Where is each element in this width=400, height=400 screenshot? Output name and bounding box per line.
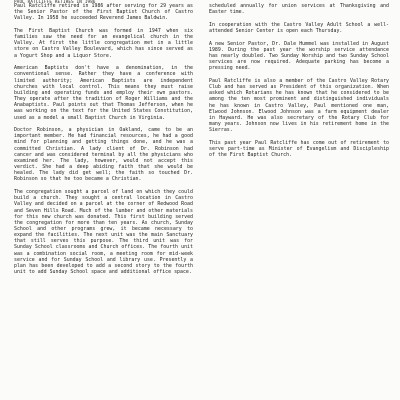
paragraph: This past year Paul Ratcliffe has come out of retirement to serve part-time as Minister of Evangelism and Discipleship of the First Baptist Church. <box>209 139 389 159</box>
paragraph: The First Baptist Church was formed in 1947 when six families saw the need for an evangelical church in the Valley. At first the little congregation met in a little store on Castro Valley Boulevard, which has since served as a Yogurt Shop and a Liquor Store. <box>14 27 193 59</box>
left-column <box>14 3 193 282</box>
paragraph: The congregation sought a parcel of land on which they could build a church. They sought a central location in Castro Valley and decided on a parcel at the corner of Redwood Road and Seven Hills Road. Much of the lumber and other materials for this new church was donated. This first building served the congregation for more than ten years. As church, Sunday School and other programs grew, it became necessary to expand the facilities. The next unit was the main Sanctuary that still serves this purpose. The third unit was for Sunday School classrooms and Church offices. The fourth unit was a combination social room, a meeting room for mid-week service and for Sunday School and library use. Presently a plan has been developed to add a second story to the fourth unit to add Sunday School space and additional office space. <box>14 189 193 276</box>
paragraph: A new Senior Pastor, Dr. Dale Hummel was installed in August 1989. During the past year the worship service attendance has nearly doubled. Two Sunday Worship and two Sunday School services are now required. Adequate parking has become a pressing need. <box>209 40 389 72</box>
paragraph: In cooperation with the Castro Valley Adult School a well-attended Senior Center is open each Thursday. <box>209 21 389 34</box>
right-column <box>209 3 389 165</box>
paragraph: Paul Ratcliffe is also a member of the Castro Valley Rotary Club and has served as President of this organization. When asked which Rotarians he has known that he considered to be among the ten most prominent and distinguished individuals he has known in Castro Valley, Paul mentioned one man, Elwood Johnson. Elwood Johnson was a farm equipment dealer in Hayward. He was also secretary of the Rotary Club for many years. Johnson now lives in his retirement home in the Sierras. <box>209 77 389 134</box>
page-header-fragment: PAUL RATCLIFFE RETIRES IN 1986 <box>14 0 96 3</box>
paragraph: Doctor Robinson, a physician in Oakland, came to be an important member. He had financial resources, he had a good mind for planning and getting things done, and he was a committed Christian. A lady client of Dr. Robinson had cancer and was considered terminal by all the physicians who examined her. The lady, however, would not accept this verdict. She had a deep abiding faith that she would be healed. The lady did get well; the faith so touched Dr. Robinson so that he too became a Christian. <box>14 127 193 183</box>
paragraph: scheduled annually for union services at Thanksgiving and Easter time. <box>209 3 389 16</box>
paragraph: Paul Ratcliffe retired in 1986 after serving for 29 years as the Senior Pastor of the First Baptist Church of Castro Valley. In 1958 he succeeded Reverend James Baldwin. <box>14 3 193 22</box>
paragraph: American Baptists don't have a denomination, in the conventional sense. Rather they have a conference with limited authority; American Baptists are independent churches with local control. This means they must raise building and operating funds and employ their own pastors. They operate after the tradition of Roger Williams and the Anabaptists. Paul points out that Thomas Jefferson, when he was working on the text for the United States Constitution, used as a model a small Baptist Church in Virginia. <box>14 65 193 121</box>
